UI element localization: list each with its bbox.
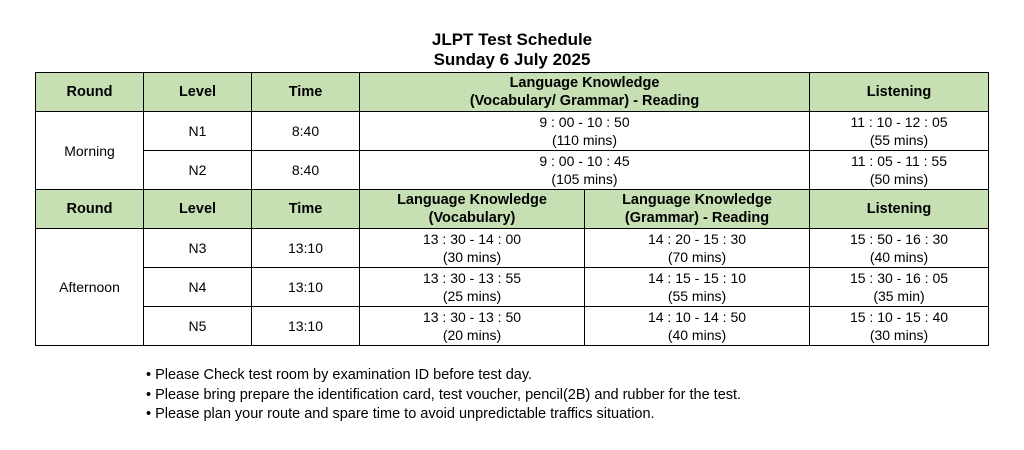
listening-duration: (30 mins)	[869, 327, 929, 343]
grammar-cell	[585, 307, 810, 346]
table-row-n2	[36, 151, 989, 190]
grammar-duration: (40 mins)	[667, 327, 727, 343]
vocabulary-cell	[360, 229, 585, 268]
lk-cell	[360, 112, 810, 151]
lk-cell	[360, 151, 810, 190]
table-row-n1	[36, 112, 989, 151]
listening-cell	[810, 307, 989, 346]
listening-cell	[810, 112, 989, 151]
header-listening: Listening	[810, 73, 989, 112]
header-time: Time	[252, 73, 360, 112]
header-row-afternoon	[36, 190, 989, 229]
header-vocabulary	[360, 190, 585, 229]
lk-duration: (105 mins)	[551, 171, 618, 187]
round-morning: Morning	[36, 112, 144, 190]
level-cell: N4	[144, 268, 252, 307]
time-cell: 13:10	[252, 229, 360, 268]
grammar-cell	[585, 268, 810, 307]
note-item: • Please Check test room by examination ID before test day.	[146, 367, 533, 383]
round-afternoon: Afternoon	[36, 229, 144, 346]
time-cell: 13:10	[252, 307, 360, 346]
vocabulary-time: 13 : 30 - 13 : 50	[422, 309, 522, 325]
time-cell: 8:40	[252, 112, 360, 151]
header-grammar-reading	[585, 190, 810, 229]
vocabulary-time: 13 : 30 - 14 : 00	[422, 231, 522, 247]
grammar-time: 14 : 10 - 14 : 50	[647, 309, 747, 325]
level-cell: N1	[144, 112, 252, 151]
schedule-date: Sunday 6 July 2025	[433, 50, 591, 69]
listening-cell	[810, 229, 989, 268]
header-lk-line1: Language Knowledge	[509, 75, 660, 91]
vocabulary-duration: (20 mins)	[442, 327, 502, 343]
listening-duration: (35 min)	[873, 288, 925, 304]
header-level: Level	[144, 190, 252, 229]
table-row-n5	[36, 307, 989, 346]
grammar-time: 14 : 15 - 15 : 10	[647, 270, 747, 286]
header-row-morning	[36, 73, 989, 112]
lk-time: 9 : 00 - 10 : 45	[539, 153, 630, 169]
level-cell: N2	[144, 151, 252, 190]
grammar-cell	[585, 229, 810, 268]
schedule-table	[35, 72, 989, 346]
schedule-title: JLPT Test Schedule	[431, 30, 593, 49]
listening-time: 15 : 50 - 16 : 30	[849, 231, 949, 247]
listening-time: 15 : 30 - 16 : 05	[849, 270, 949, 286]
table-row-n4	[36, 268, 989, 307]
header-gr-line1: Language Knowledge	[622, 192, 772, 208]
vocabulary-cell	[360, 307, 585, 346]
vocabulary-duration: (25 mins)	[442, 288, 502, 304]
header-round: Round	[36, 73, 144, 112]
listening-cell	[810, 151, 989, 190]
grammar-duration: (70 mins)	[667, 249, 727, 265]
level-cell: N3	[144, 229, 252, 268]
vocabulary-cell	[360, 268, 585, 307]
notes-list	[146, 366, 741, 425]
listening-duration: (55 mins)	[869, 132, 929, 148]
header-voc-line1: Language Knowledge	[397, 192, 547, 208]
header-gr-line2: (Grammar) - Reading	[624, 210, 770, 226]
vocabulary-time: 13 : 30 - 13 : 55	[422, 270, 522, 286]
grammar-duration: (55 mins)	[667, 288, 727, 304]
level-cell: N5	[144, 307, 252, 346]
header-voc-line2: (Vocabulary)	[428, 210, 516, 226]
vocabulary-duration: (30 mins)	[442, 249, 502, 265]
table-row-n3	[36, 229, 989, 268]
header-lk-line2: (Vocabulary/ Grammar) - Reading	[469, 93, 700, 109]
time-cell: 8:40	[252, 151, 360, 190]
time-cell: 13:10	[252, 268, 360, 307]
listening-cell	[810, 268, 989, 307]
header-round: Round	[36, 190, 144, 229]
listening-time: 11 : 05 - 11 : 55	[851, 153, 947, 169]
note-item: • Please bring prepare the identification card, test voucher, pencil(2B) and rubber for the test.	[146, 386, 742, 403]
header-level: Level	[144, 73, 252, 112]
header-time: Time	[252, 190, 360, 229]
header-language-knowledge	[360, 73, 810, 112]
listening-duration: (40 mins)	[869, 249, 929, 265]
note-item: • Please plan your route and spare time to avoid unpredictable traffics situation.	[146, 406, 655, 422]
grammar-time: 14 : 20 - 15 : 30	[647, 231, 747, 247]
header-listening: Listening	[810, 190, 989, 229]
listening-duration: (50 mins)	[869, 171, 929, 187]
lk-time: 9 : 00 - 10 : 50	[539, 114, 630, 130]
listening-time: 11 : 10 - 12 : 05	[850, 114, 948, 130]
listening-time: 15 : 10 - 15 : 40	[849, 309, 949, 325]
lk-duration: (110 mins)	[551, 132, 618, 148]
